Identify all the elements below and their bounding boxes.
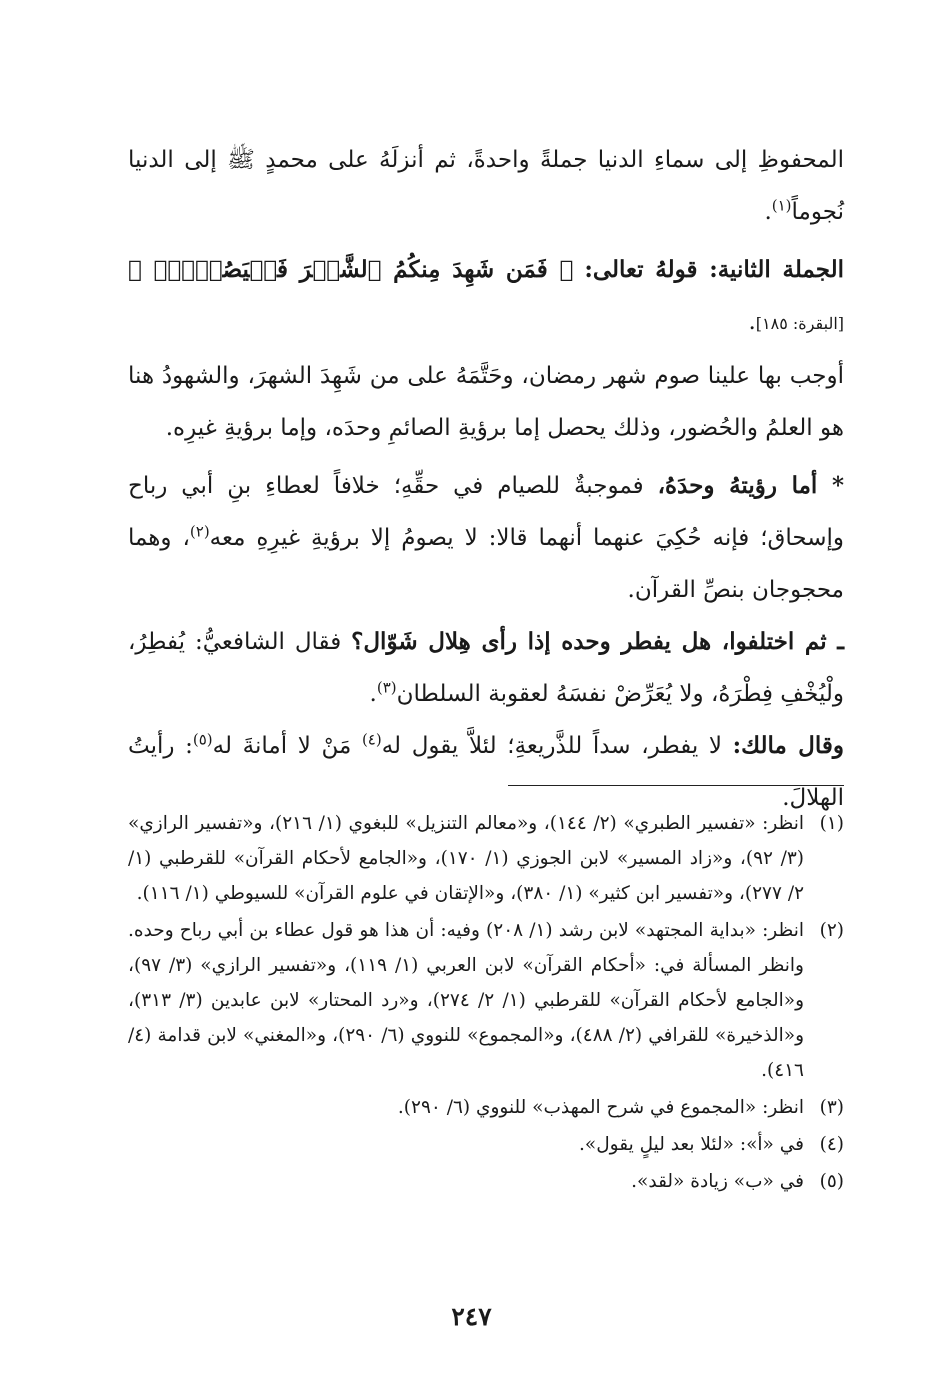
footnote-ref-1[interactable]: (١) — [771, 196, 792, 215]
main-text-block — [128, 134, 844, 824]
page-number: ٢٤٧ — [451, 1302, 492, 1331]
footnote-ref-2[interactable]: (٢) — [189, 522, 210, 541]
footnote-text: انظر: «بداية المجتهد» لابن رشد (١/ ٢٠٨) وفيه: أن هذا هو قول عطاء بن أبي رباح وحده. وانظر المسألة في: «أحكام القرآن» لابن العربي (١/ ١١٩)، و«تفسير الرازي» (٣/ ٩٧)، و«الجامع لأحكام القرآن» للقرطبي (١/ ٢/ ٢٧٤)، و«رد المحتار» لابن عابدين (٣/ ٣١٣)، و«الذخيرة» للقرافي (٢/ ٤٨٨)، و«المجموع» للنووي (٦/ ٢٩٠)، و«المغني» لابن قدامة (٤/ ٤١٦). — [128, 920, 805, 1081]
footnote-2 — [128, 913, 844, 1088]
footnote-text: في «أ»: «لئلا بعد ليلٍ يقول». — [579, 1134, 804, 1155]
paragraph-6-lead: وقال مالك: — [732, 732, 844, 759]
paragraph-2-end: . — [748, 309, 756, 335]
footnote-number: (٢) — [819, 920, 844, 941]
paragraph-2 — [128, 244, 844, 350]
paragraph-1-text: المحفوظِ إلى سماءِ الدنيا جملةً واحدةً، ثم أنزلَهُ على محمدٍ ﷺ إلى الدنيا نُجوماً — [128, 147, 844, 225]
paragraph-4-lead: * أما رؤيتهُ وحدَهُ، — [657, 472, 844, 499]
paragraph-6-text: لا يفطر، سداً للذَّريعةِ؛ لئلاَّ يقول له — [381, 733, 733, 759]
paragraph-6-text-2: مَنْ لا أمانةَ له — [212, 733, 362, 759]
footnote-4 — [128, 1127, 844, 1162]
paragraph-3 — [128, 350, 844, 454]
paragraph-1 — [128, 134, 844, 238]
footnote-text: انظر: «تفسير الطبري» (٢/ ١٤٤)، و«معالم التنزيل» للبغوي (١/ ٢١٦)، و«تفسير الرازي» (٣/ ٩٢)، و«زاد المسير» لابن الجوزي (١/ ١٧٠)، و«الجامع لأحكام القرآن» للقرطبي (١/ ٢/ ٢٧٧)، و«تفسير ابن كثير» (١/ ٣٨٠)، و«الإتقان في علوم القرآن» للسيوطي (١/ ١١٦). — [128, 813, 804, 904]
paragraph-1-end: . — [764, 199, 772, 225]
paragraph-4-end: ، وهما محجوجان بنصِّ القرآن. — [128, 525, 844, 603]
footnote-ref-5[interactable]: (٥) — [192, 730, 213, 749]
paragraph-6-end: : رأيتُ الهلالَ. — [128, 733, 844, 811]
footnote-text: في «ب» زيادة «لقد». — [631, 1171, 804, 1192]
footnote-5 — [128, 1164, 844, 1199]
footnote-number: (٣) — [819, 1097, 844, 1118]
footnote-text: انظر: «المجموع في شرح المهذب» للنووي (٦/ ٢٩٠). — [397, 1097, 804, 1118]
footnote-divider — [508, 785, 844, 786]
footnotes-section — [128, 806, 844, 1201]
footnote-number: (٤) — [819, 1134, 844, 1155]
verse-reference: [البقرة: ١٨٥] — [755, 314, 844, 333]
footnote-3 — [128, 1090, 844, 1125]
paragraph-5-end: . — [369, 681, 377, 707]
paragraph-5-lead: ـ ثم اختلفوا، هل يفطر وحده إذا رأى هِلال شَوّال؟ — [351, 628, 844, 655]
paragraph-3-text: أوجب بها علينا صوم شهر رمضان، وحَتَّمَهُ على من شَهِدَ الشهرَ، والشهودُ هنا هو العلمُ والحُضور، وذلك يحصل إما برؤيةِ الصائمِ وحدَه، وإما برؤيةِ غيرِه. — [128, 363, 844, 441]
paragraph-2-label: الجملة الثانية: قولهُ تعالى: — [584, 256, 844, 283]
paragraph-4 — [128, 460, 844, 616]
footnote-ref-3[interactable]: (٣) — [376, 678, 397, 697]
footnote-number: (٥) — [819, 1171, 844, 1192]
footnote-ref-4[interactable]: (٤) — [361, 730, 382, 749]
paragraph-4-text: فموجبةٌ للصيام في حقِّهِ؛ خلافاً لعطاءِ بنِ أبي رباح وإسحاق؛ فإنه حُكِيَ عنهما أنهما قالا: لا يصومُ إلا برؤيةِ غيرِهِ معه — [128, 473, 844, 551]
paragraph-5 — [128, 616, 844, 720]
quran-verse: ﴿ فَمَن شَهِدَ مِنكُمُ ٱلشَّهۡرَ فَلۡيَصُمۡهُۖ ﴾ — [128, 256, 574, 283]
footnote-1 — [128, 806, 844, 911]
footnote-number: (١) — [819, 813, 844, 834]
paragraph-5-text: فقال الشافعيُّ: يُفطِرُ، ولْيُخْفِ فِطْرَهُ، ولا يُعَرِّضْ نفسَهُ لعقوبة السلطان — [128, 629, 844, 707]
